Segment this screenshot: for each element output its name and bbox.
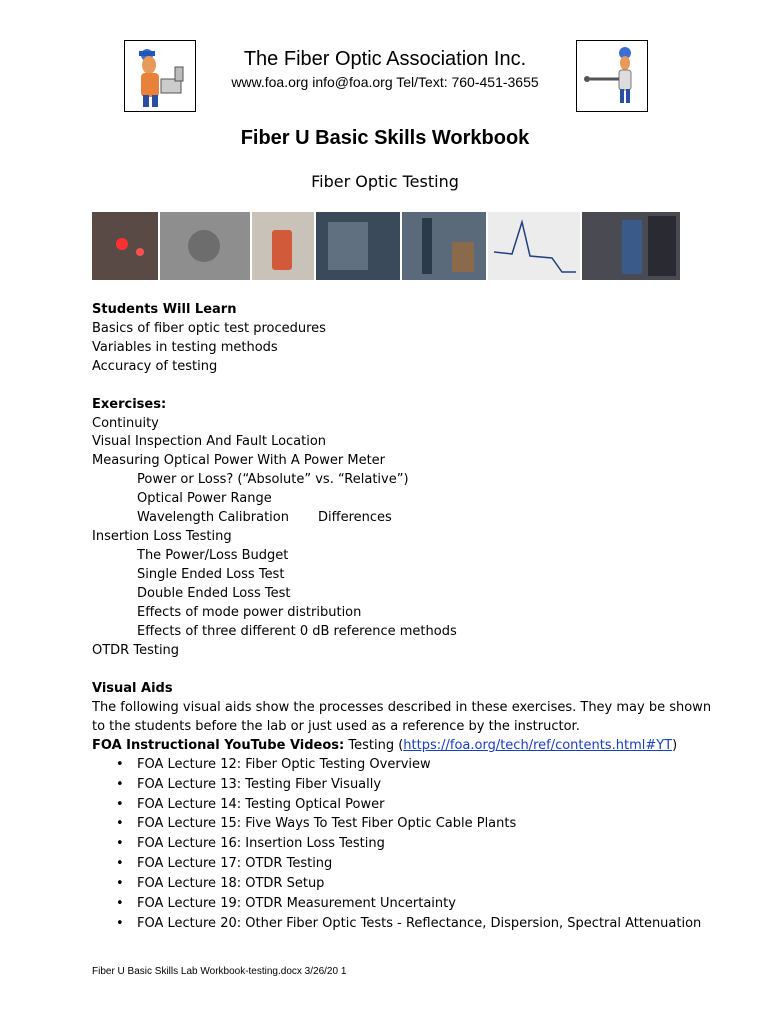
org-contact: www.foa.org info@foa.org Tel/Text: 760-451-3655 <box>231 74 539 90</box>
visual-aids-heading: Visual Aids <box>92 681 173 696</box>
lecture-item: FOA Lecture 14: Testing Optical Power <box>137 797 385 812</box>
lecture-item: FOA Lecture 12: Fiber Optic Testing Overview <box>137 757 431 772</box>
learn-item: Variables in testing methods <box>92 340 278 355</box>
exercise-subitem: Effects of mode power distribution <box>137 605 362 620</box>
exercise-subitem: The Power/Loss Budget <box>137 548 289 563</box>
lecture-item: FOA Lecture 17: OTDR Testing <box>137 856 333 871</box>
exercise-subitem: Double Ended Loss Test <box>137 586 291 601</box>
exercises-heading: Exercises: <box>92 397 167 412</box>
youtube-close: ) <box>672 738 678 753</box>
lecture-item: FOA Lecture 18: OTDR Setup <box>137 876 325 891</box>
visual-aids-paragraph: to the students before the lab or just used as a reference by the instructor. <box>92 719 580 734</box>
exercise-item: OTDR Testing <box>92 643 180 658</box>
bullet-icon: • <box>116 896 124 911</box>
bullet-icon: • <box>116 797 124 812</box>
document-subtitle: Fiber Optic Testing <box>311 172 459 191</box>
bullet-icon: • <box>116 876 124 891</box>
exercise-subitem: Power or Loss? (“Absolute” vs. “Relative”) <box>137 472 409 487</box>
learn-item: Accuracy of testing <box>92 359 218 374</box>
exercise-item: Visual Inspection And Fault Location <box>92 434 327 449</box>
bullet-icon: • <box>116 836 124 851</box>
learn-heading: Students Will Learn <box>92 302 237 317</box>
bullet-icon: • <box>116 856 124 871</box>
exercise-subitem: Wavelength Calibration <box>137 510 289 525</box>
exercise-subitem: Single Ended Loss Test <box>137 567 285 582</box>
youtube-link[interactable]: https://foa.org/tech/ref/contents.html#YT <box>403 738 673 753</box>
lecture-item: FOA Lecture 19: OTDR Measurement Uncertainty <box>137 896 456 911</box>
youtube-line <box>92 736 677 755</box>
lecture-item: FOA Lecture 13: Testing Fiber Visually <box>137 777 382 792</box>
lecture-item: FOA Lecture 20: Other Fiber Optic Tests - Reflectance, Dispersion, Spectral Attenuation <box>137 916 702 931</box>
page-footer: Fiber U Basic Skills Lab Workbook-testing.docx 3/26/20 1 <box>92 966 347 977</box>
photo-strip <box>92 212 680 280</box>
exercise-item: Continuity <box>92 416 159 431</box>
visual-aids-paragraph: The following visual aids show the processes described in these exercises. They may be shown <box>92 700 712 715</box>
youtube-text: Testing ( <box>344 738 404 753</box>
org-name: The Fiber Optic Association Inc. <box>243 48 527 70</box>
bullet-icon: • <box>116 916 124 931</box>
exercise-subitem: Differences <box>318 510 392 525</box>
exercise-item: Measuring Optical Power With A Power Meter <box>92 453 386 468</box>
bullet-icon: • <box>116 777 124 792</box>
lecture-item: FOA Lecture 15: Five Ways To Test Fiber Optic Cable Plants <box>137 816 517 831</box>
youtube-label: FOA Instructional YouTube Videos: <box>92 738 345 753</box>
bullet-icon: • <box>116 816 124 831</box>
learn-item: Basics of fiber optic test procedures <box>92 321 326 336</box>
bullet-icon: • <box>116 757 124 772</box>
exercise-subitem: Effects of three different 0 dB reference methods <box>137 624 457 639</box>
foa-logo-left <box>124 40 196 112</box>
lecture-item: FOA Lecture 16: Insertion Loss Testing <box>137 836 385 851</box>
document-title: Fiber U Basic Skills Workbook <box>240 127 530 149</box>
exercise-item: Insertion Loss Testing <box>92 529 232 544</box>
exercise-subitem: Optical Power Range <box>137 491 272 506</box>
foa-logo-right <box>576 40 648 112</box>
